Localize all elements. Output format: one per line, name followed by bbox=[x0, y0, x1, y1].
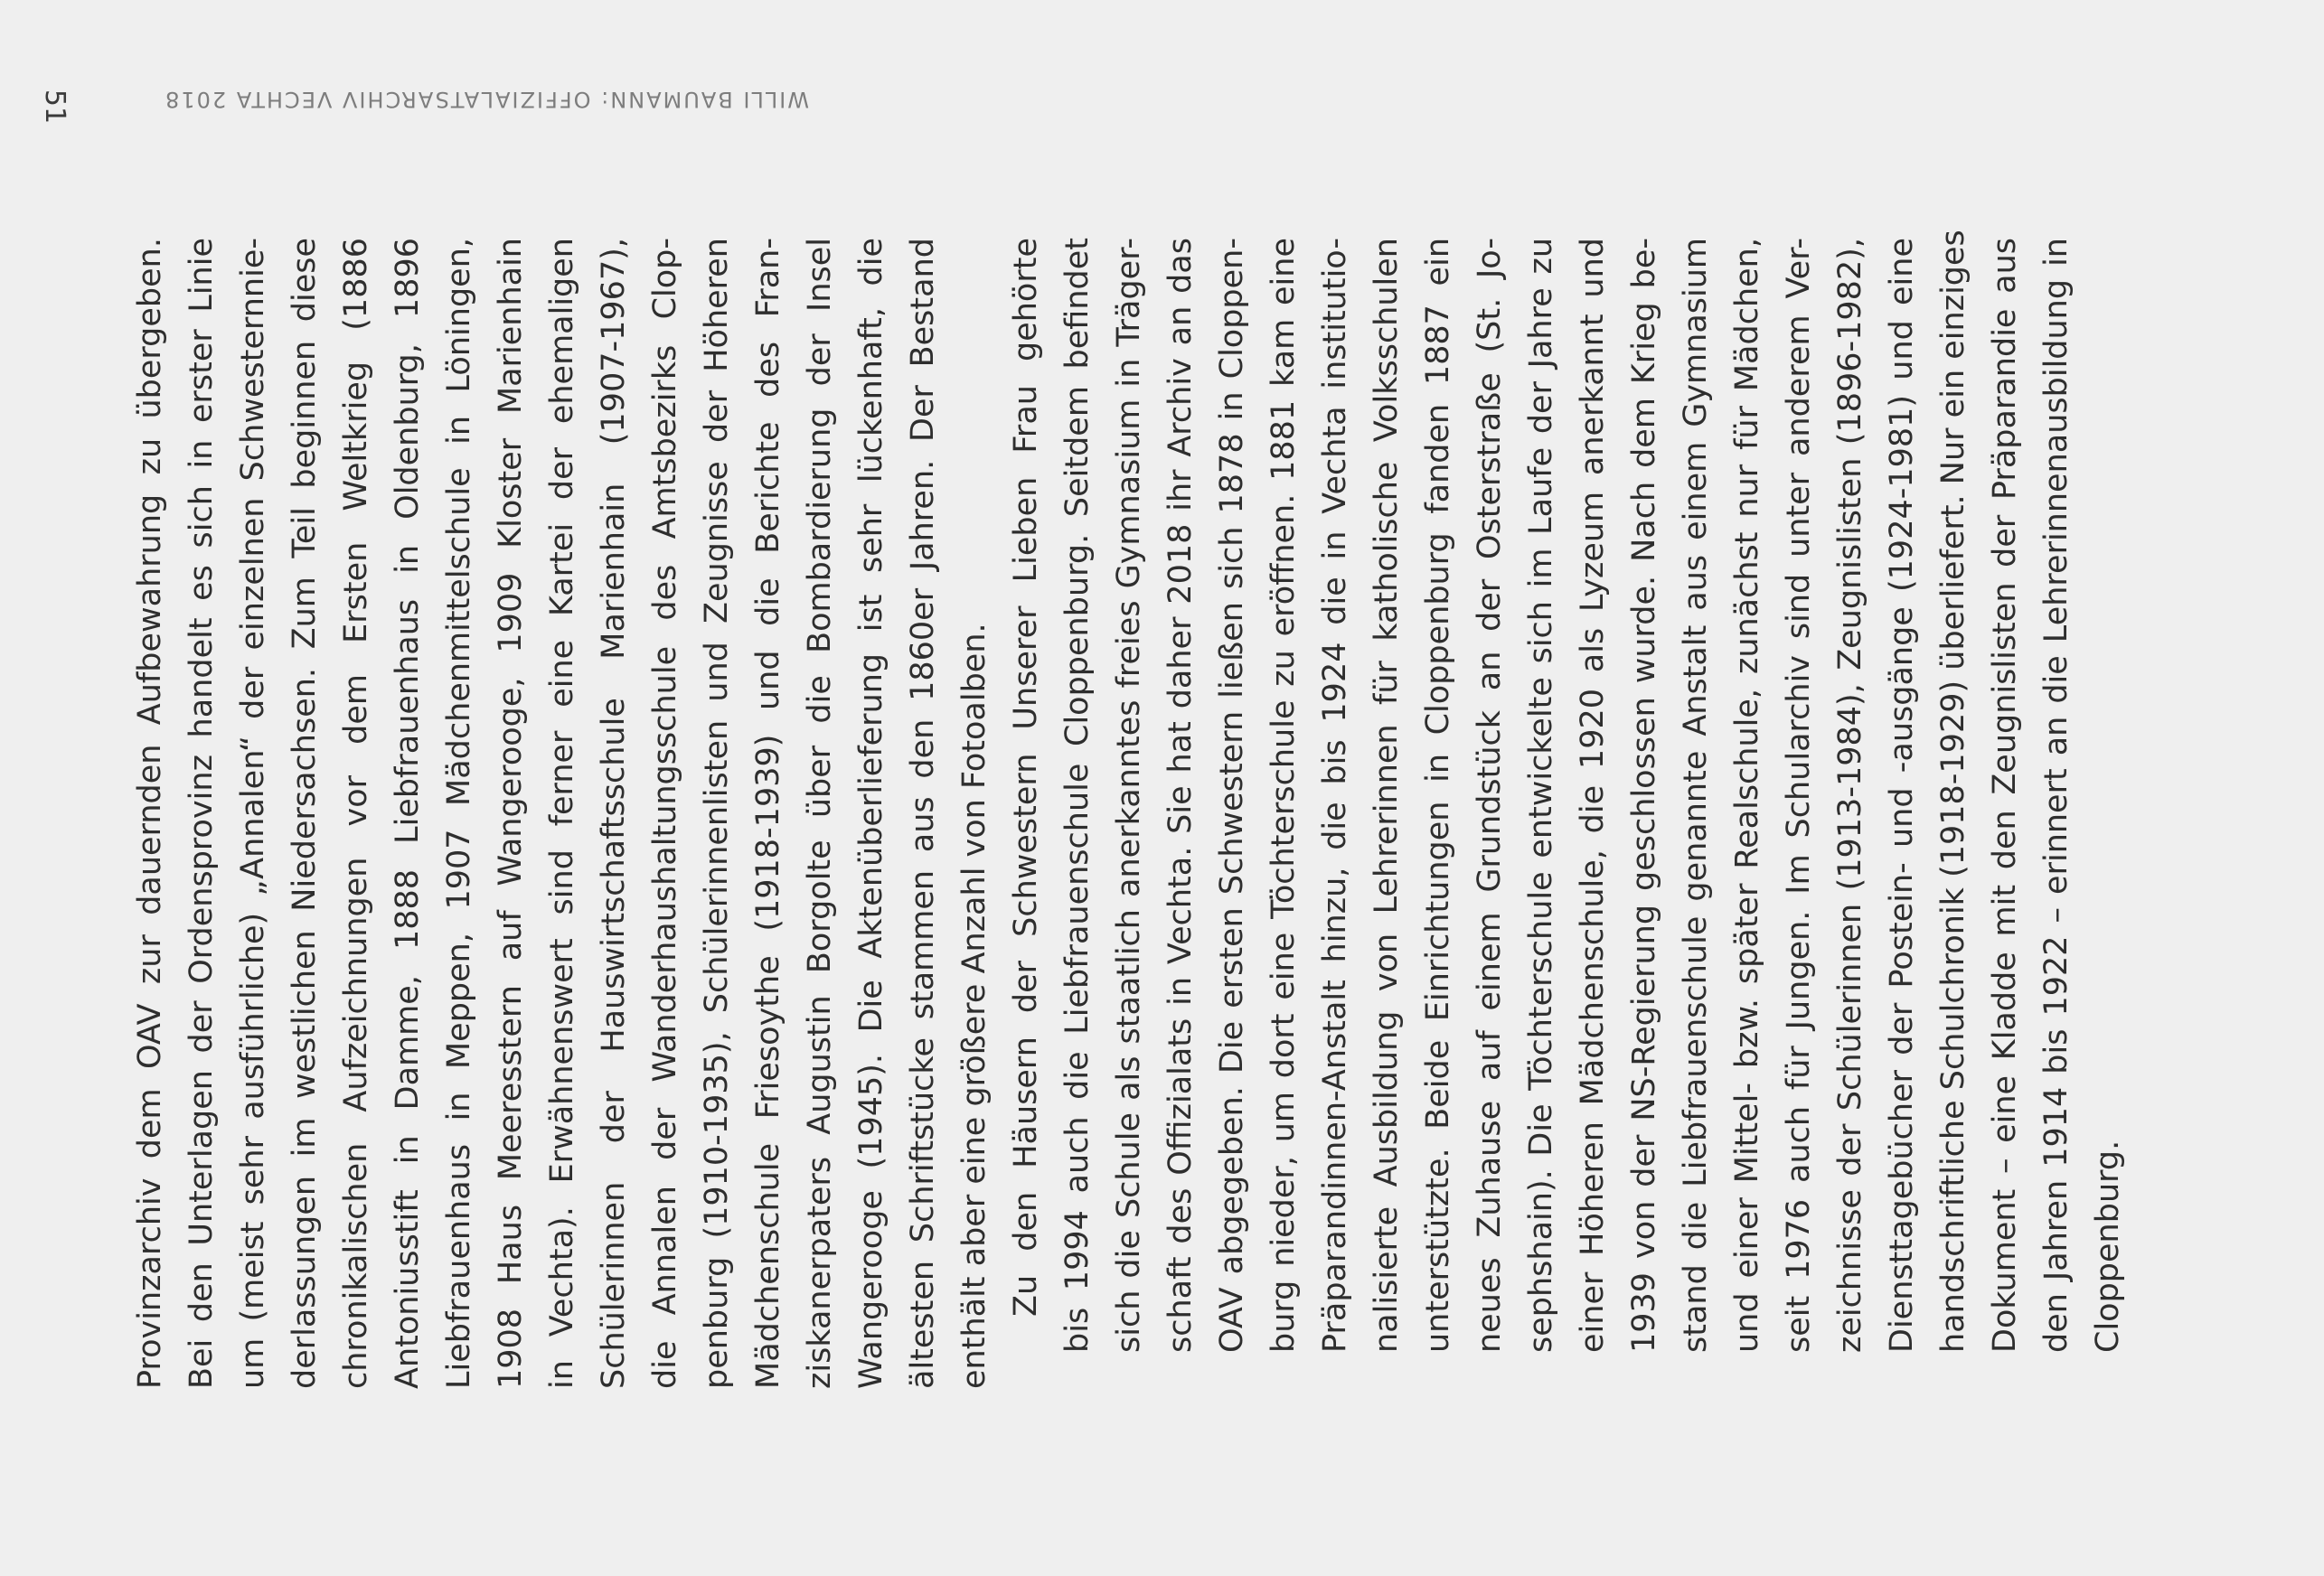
text-line: stand die Liebfrauenschule genannte Anstalt aus einem Gymnasium bbox=[1678, 238, 1714, 1353]
text-line: unterstützte. Beide Einrichtungen in Cloppenburg fanden 1887 ein bbox=[1420, 238, 1456, 1353]
text-line: Wangerooge (1945). Die Aktenüberlieferung ist sehr lückenhaft, die bbox=[853, 238, 889, 1389]
text-line: um (meist sehr ausführliche) „Annalen“ der einzelnen Schwesternnie- bbox=[235, 238, 271, 1389]
text-line: penburg (1910-1935), Schülerinnenlisten und Zeugnisse der Höheren bbox=[699, 238, 735, 1389]
text-line: sich die Schule als staatlich anerkanntes freies Gymnasium in Träger- bbox=[1111, 238, 1147, 1353]
paragraph-2 bbox=[1001, 230, 2134, 1389]
text-line: Liebfrauenhaus in Meppen, 1907 Mädchenmittelschule in Löningen, bbox=[441, 238, 477, 1389]
text-line: Cloppenburg. bbox=[2090, 1140, 2126, 1353]
text-line: Schülerinnen der Hauswirtschaftsschule Marienhain (1907-1967), bbox=[596, 238, 632, 1389]
text-line: Provinzarchiv dem OAV zur dauernden Aufbewahrung zu übergeben. bbox=[132, 238, 168, 1389]
text-line: derlassungen im westlichen Niedersachsen. Zum Teil beginnen diese bbox=[287, 238, 323, 1389]
text-line: seit 1976 auch für Jungen. Im Schularchiv sind unter anderem Ver- bbox=[1781, 238, 1817, 1353]
text-line: den Jahren 1914 bis 1922 – erinnert an die Lehrerinnenausbildung in bbox=[2038, 238, 2075, 1353]
text-line: OAV abgegeben. Die ersten Schwestern ließen sich 1878 in Cloppen- bbox=[1214, 238, 1250, 1353]
text-line: burg nieder, um dort eine Töchterschule zu eröffnen. 1881 kam eine bbox=[1265, 238, 1302, 1353]
text-line: Mädchenschule Friesoythe (1918-1939) und die Berichte des Fran- bbox=[750, 238, 786, 1389]
text-line: ältesten Schriftstücke stammen aus den 1860er Jahren. Der Bestand bbox=[905, 238, 941, 1389]
text-line: neues Zuhause auf einem Grundstück an der Osterstraße (St. Jo- bbox=[1472, 238, 1508, 1353]
paragraph-1 bbox=[125, 238, 1001, 1389]
text-line: Dokument – eine Kladde mit den Zeugnislisten der Präparandie aus bbox=[1987, 238, 2023, 1353]
body-text-block bbox=[125, 230, 2150, 1389]
text-line: und einer Mittel- bzw. später Realschule, zunächst nur für Mädchen, bbox=[1729, 238, 1765, 1353]
text-line: chronikalischen Aufzeichnungen vor dem Ersten Weltkrieg (1886 bbox=[338, 238, 374, 1389]
text-line: einer Höheren Mädchenschule, die 1920 als Lyzeum anerkannt und bbox=[1575, 238, 1611, 1353]
text-line: bis 1994 auch die Liebfrauenschule Cloppenburg. Seitdem befindet bbox=[1059, 238, 1096, 1353]
text-line: Zu den Häusern der Schwestern Unserer Lieben Frau gehörte bbox=[1008, 238, 1044, 1317]
text-line: in Vechta). Erwähnenswert sind ferner eine Kartei der ehemaligen bbox=[544, 238, 580, 1389]
running-title: WILLI BAUMANN: OFFIZIALATSARCHIV VECHTA 2018 bbox=[164, 87, 809, 112]
text-line: Präparandinnen-Anstalt hinzu, die bis 1924 die in Vechta institutio- bbox=[1317, 238, 1353, 1353]
body-text bbox=[125, 230, 2134, 1389]
text-line: enthält aber eine größere Anzahl von Fotoalben. bbox=[956, 623, 993, 1389]
page-number: 51 bbox=[39, 89, 71, 125]
text-line: 1908 Haus Meeresstern auf Wangerooge, 1909 Kloster Marienhain bbox=[493, 238, 529, 1389]
text-line: sephshain). Die Töchterschule entwickelte sich im Laufe der Jahre zu bbox=[1523, 238, 1559, 1353]
text-line: die Annalen der Wanderhaushaltungsschule des Amtsbezirks Clop- bbox=[647, 238, 683, 1389]
text-line: 1939 von der NS-Regierung geschlossen wurde. Nach dem Krieg be- bbox=[1626, 238, 1662, 1353]
text-line: handschriftliche Schulchronik (1918-1929) überliefert. Nur ein einziges bbox=[1935, 230, 1971, 1353]
text-line: zeichnisse der Schülerinnen (1913-1984), Zeugnislisten (1896-1982), bbox=[1832, 238, 1868, 1353]
text-line: Antoniusstift in Damme, 1888 Liebfrauenhaus in Oldenburg, 1896 bbox=[390, 238, 426, 1389]
text-line: nalisierte Ausbildung von Lehrerinnen für katholische Volksschulen bbox=[1369, 238, 1405, 1353]
text-line: Bei den Unterlagen der Ordensprovinz handelt es sich in erster Linie bbox=[183, 238, 220, 1389]
text-line: ziskanerpaters Augustin Borgolte über die Bombardierung der Insel bbox=[802, 238, 838, 1389]
text-line: Diensttagebücher der Postein- und -ausgänge (1924-1981) und eine bbox=[1884, 238, 1920, 1353]
text-line: schaft des Offizialats in Vechta. Sie hat daher 2018 ihr Archiv an das bbox=[1162, 238, 1199, 1353]
